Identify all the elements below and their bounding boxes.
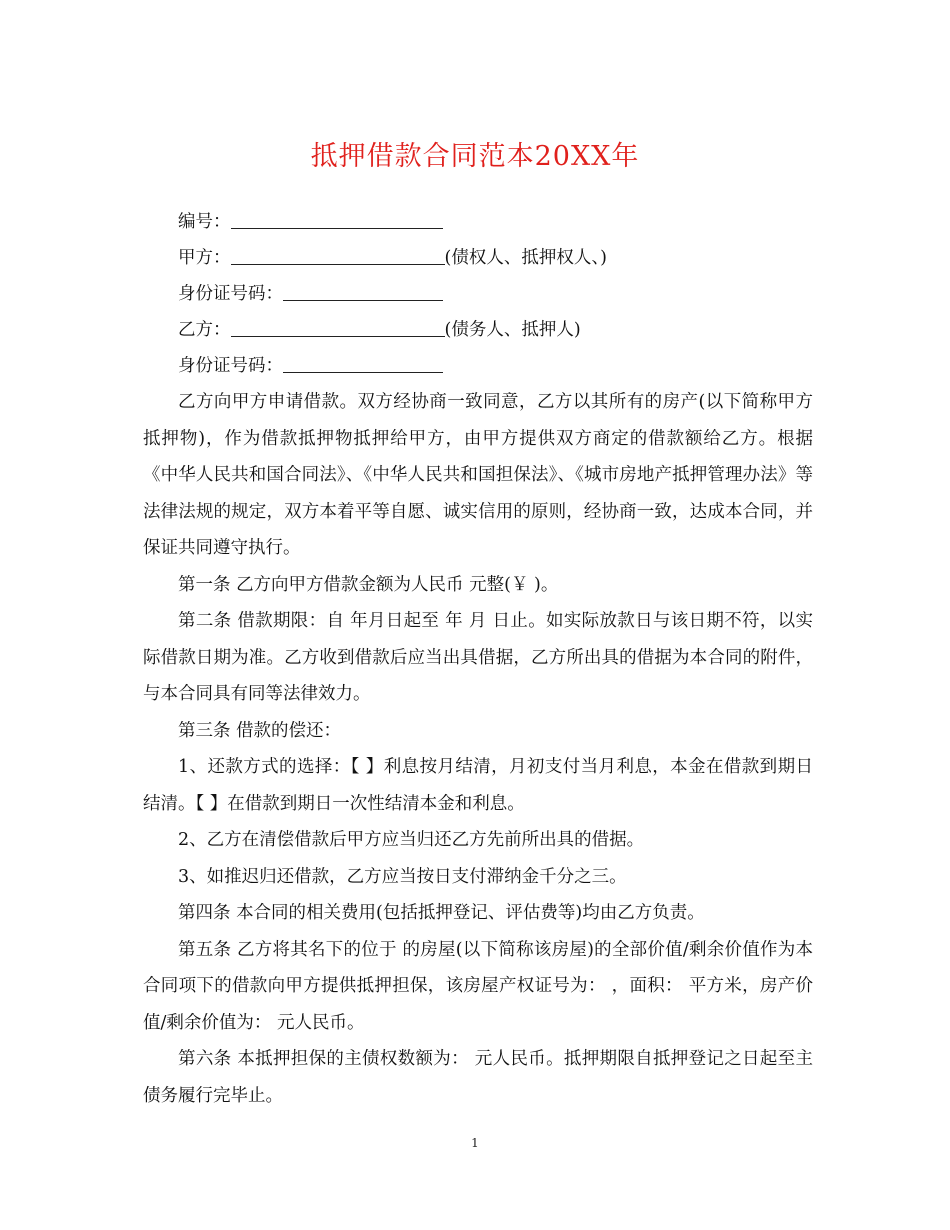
- paragraph-article-5: 第五条 乙方将其名下的位于 的房屋(以下简称该房屋)的全部价值/剩余价值作为本合同项下的借款向甲方提供抵押担保，该房屋产权证号为： ，面积： 平方米，房产价值/剩余价值为： 元人民币。: [143, 939, 813, 1033]
- page-number: 1: [471, 1136, 479, 1150]
- party-a-id-blank: [283, 282, 443, 301]
- document-title: 抵押借款合同范本20XX年: [310, 141, 640, 172]
- paragraph-article-2: 第二条 借款期限：自 年月日起至 年 月 日止。如实际放款日与该日期不符，以实际借款日期为准。乙方收到借款后应当出具借据，乙方所出具的借据为本合同的附件，与本合同具有同等法律效力。: [143, 611, 813, 704]
- contract-number-blank: [231, 210, 443, 229]
- paragraph-preamble: 乙方向甲方申请借款。双方经协商一致同意，乙方以其所有的房产(以下简称甲方抵押物)，作为借款抵押物抵押给甲方，由甲方提供双方商定的借款额给乙方。根据《中华人民共和国合同法》、《中华人民共和国担保法》、《城市房地产抵押管理办法》等法律法规的规定，双方本着平等自愿、诚实信用的原则，经协商一致，达成本合同，并保证共同遵守执行。: [143, 392, 813, 558]
- party-b-id-blank: [283, 354, 443, 373]
- paragraph-article-3-item-1: 1、还款方式的选择：【 】利息按月结清，月初支付当月利息，本金在借款到期日结清。【 】在借款到期日一次性结清本金和利息。: [143, 757, 813, 814]
- paragraph-article-3: 第三条 借款的偿还：: [178, 720, 342, 741]
- party-a-id-label: 身份证号码：: [178, 284, 283, 304]
- party-a-field: [143, 240, 813, 276]
- paragraph-article-4: 第四条 本合同的相关费用(包括抵押登记、评估费等)均由乙方负责。: [178, 903, 705, 923]
- party-b-field: [143, 312, 813, 348]
- party-b-blank: [231, 318, 445, 337]
- party-a-label: 甲方：: [178, 248, 231, 268]
- contract-number-label: 编号：: [178, 212, 231, 232]
- party-a-id-field: [143, 276, 813, 312]
- paragraph-article-1: 第一条 乙方向甲方借款金额为人民币 元整(￥ )。: [178, 574, 559, 595]
- party-a-blank: [231, 246, 445, 265]
- party-b-label: 乙方：: [178, 320, 231, 340]
- paragraph-article-3-item-2: 2、乙方在清偿借款后甲方应当归还乙方先前所出具的借据。: [178, 830, 645, 850]
- paragraph-article-6: 第六条 本抵押担保的主债权数额为： 元人民币。抵押期限自抵押登记之日起至主债务履行完毕止。: [143, 1049, 813, 1106]
- party-b-id-field: [143, 348, 813, 384]
- contract-number-field: [143, 204, 813, 240]
- paragraph-article-3-item-3: 3、如推迟归还借款，乙方应当按日支付滞纳金千分之三。: [178, 866, 627, 887]
- party-b-note: (债务人、抵押人): [444, 320, 581, 340]
- party-a-note: (债权人、抵押权人、): [444, 248, 607, 268]
- document-body: [143, 204, 813, 1114]
- party-b-id-label: 身份证号码：: [178, 356, 283, 376]
